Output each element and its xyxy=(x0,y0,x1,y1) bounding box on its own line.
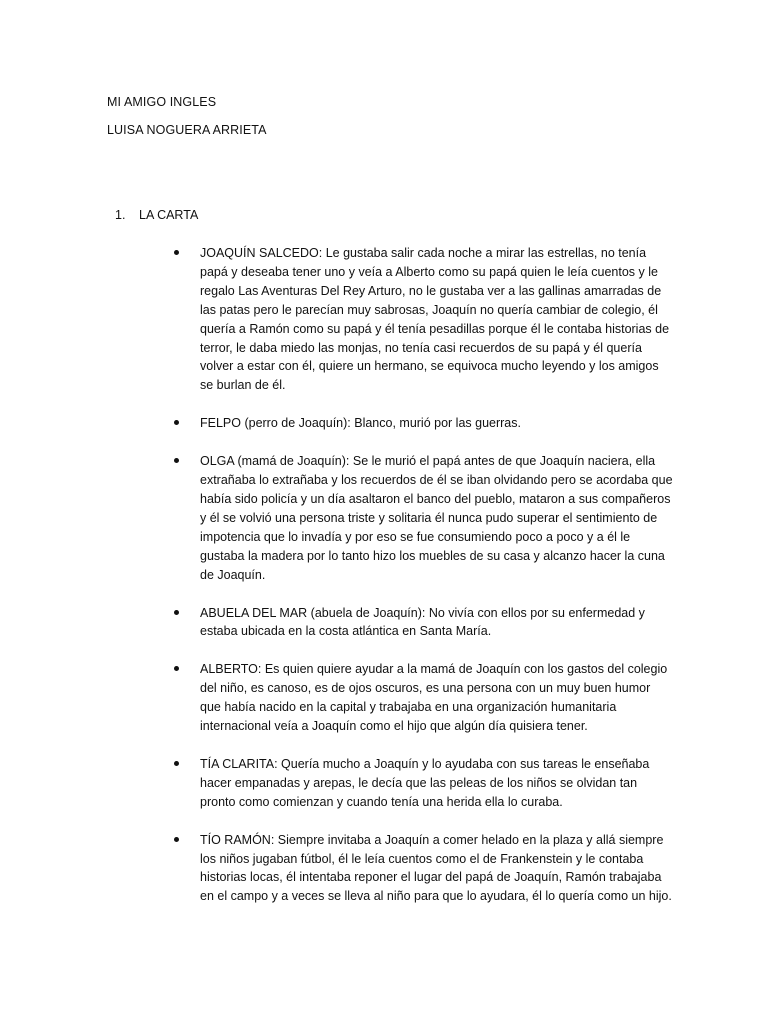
character-item-tio-ramon xyxy=(174,831,674,907)
character-text: JOAQUÍN SALCEDO: Le gustaba salir cada noche a mirar las estrellas, no tenía papá y deseaba tener uno y veía a Alberto como su papá quien le leía cuentos y le regalo Las Aventuras Del Rey Arturo, no le gustaba ver a las gallinas amarradas de las patas pero le parecían muy sabrosas, Joaquín no quería cambiar de colegio, él quería a Ramón como su papá y él tenía pesadillas porque él le contaba historias de terror, le daba miedo las monjas, no tenía casi recuerdos de su papá y él quería volver a estar con él, quiere un hermano, se equivoca mucho leyendo y los amigos se burlan de él. xyxy=(200,246,670,393)
character-text: ABUELA DEL MAR (abuela de Joaquín): No vivía con ellos por su enfermedad y estaba ubicada en la costa atlántica en Santa María. xyxy=(200,605,645,639)
bullet-icon xyxy=(174,250,179,255)
section-heading xyxy=(115,208,198,222)
document-author: LUISA NOGUERA ARRIETA xyxy=(107,123,267,137)
section-number: 1. xyxy=(115,208,126,222)
character-item-olga xyxy=(174,452,674,584)
bullet-icon xyxy=(174,610,179,615)
character-list xyxy=(174,244,674,925)
section-title: LA CARTA xyxy=(139,208,199,222)
character-item-joaquin xyxy=(174,244,674,395)
character-text: OLGA (mamá de Joaquín): Se le murió el papá antes de que Joaquín naciera, ella extrañaba lo extrañaba y los recuerdos de él se iban olvidando pero se acordaba que había sido policía y un día asaltaron el banco del pueblo, mataron a sus compañeros y él se volvió una persona triste y solitaria él nunca pudo superar el sentimiento de impotencia que lo invadía y por eso se fue consumiendo poco a poco y a él le gustaba la madera por lo tanto hizo los muebles de su casa y alcanzo hacer la cuna de Joaquín. xyxy=(200,454,673,582)
character-text: TÍO RAMÓN: Siempre invitaba a Joaquín a comer helado en la plaza y allá siempre los niños jugaban fútbol, él le leía cuentos como el de Frankenstein y le contaba historias locas, él intentaba reponer el lugar del papá de Joaquín, Ramón trabajaba en el campo y a veces se lleva al niño para que lo ayudara, él lo quería como un hijo. xyxy=(200,832,672,904)
character-item-alberto xyxy=(174,660,674,736)
bullet-icon xyxy=(174,837,179,842)
bullet-icon xyxy=(174,420,179,425)
character-text: TÍA CLARITA: Quería mucho a Joaquín y lo ayudaba con sus tareas le enseñaba hacer empanadas y arepas, le decía que las peleas de los niños se olvidan tan pronto como comienzan y cuando tenía una herida ella lo curaba. xyxy=(200,756,650,809)
bullet-icon xyxy=(174,761,179,766)
bullet-icon xyxy=(174,458,179,463)
character-item-tia-clarita xyxy=(174,755,674,812)
character-item-abuela xyxy=(174,604,674,642)
document-title: MI AMIGO INGLES xyxy=(107,95,217,109)
character-text: ALBERTO: Es quien quiere ayudar a la mamá de Joaquín con los gastos del colegio del niño, es canoso, es de ojos oscuros, es una persona con un muy buen humor que había nacido en la capital y trabajaba en una organización humanitaria internacional veía a Joaquín como el hijo que algún día quisiera tener. xyxy=(200,662,668,734)
character-item-felpo xyxy=(174,414,674,433)
character-text: FELPO (perro de Joaquín): Blanco, murió por las guerras. xyxy=(200,416,521,431)
bullet-icon xyxy=(174,666,179,671)
